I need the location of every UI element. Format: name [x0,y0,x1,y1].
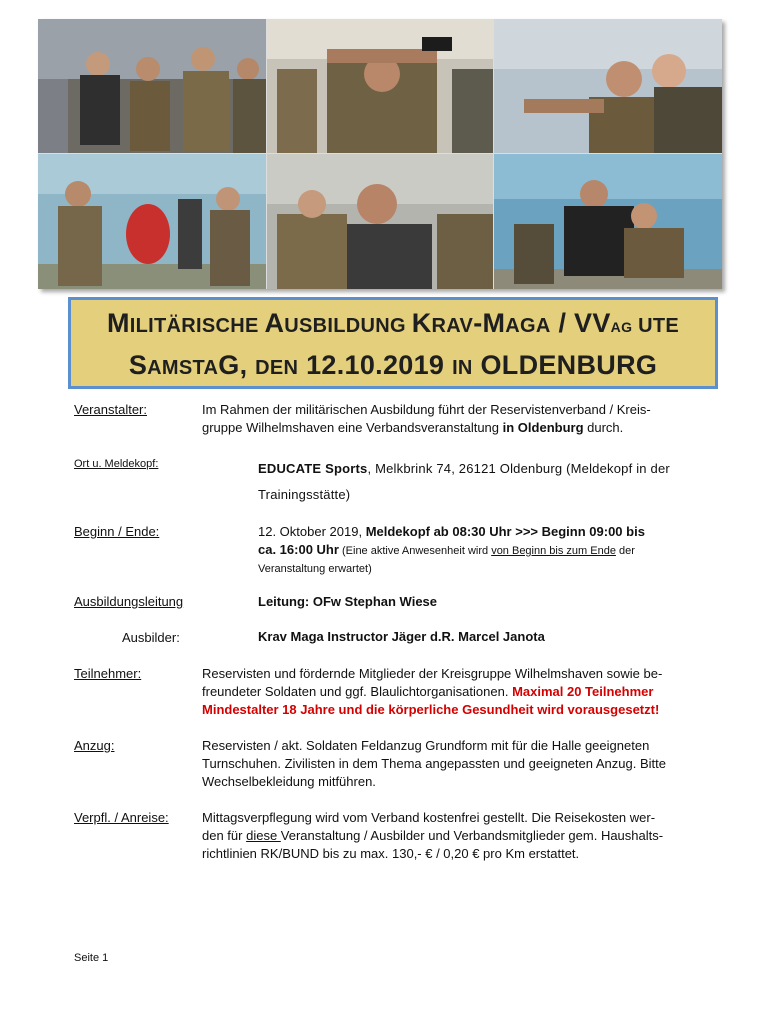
photo-collage [38,19,722,289]
page-number: Seite 1 [74,952,109,964]
photo-training-5 [267,154,493,289]
label-ausbildungsleitung: Ausbildungsleitung [74,594,184,609]
value-verpflegung-anreise: Mittagsverpflegung wird vom Verband kostenfrei gestellt. Die Reisekosten wer- den für diese Veranstaltung / Ausbilder und Verbandsmitglieder gem. Haushalts- richtlinien RK/BUND bis zu max. 130,- € / 0,20 € pro Km erstattet. [202,810,664,861]
title-banner [68,297,718,389]
label-ausbilder: Ausbilder: [122,630,180,645]
photo-training-4 [38,154,266,289]
photo-training-6 [494,154,722,289]
value-anzug: Reservisten / akt. Soldaten Feldanzug Grundform mit für die Halle geeigneten Turnschuhen. Zivilisten in dem Thema angepassten und geeigneten Anzug. Bitte Wechselbekleidung mitführen. [202,738,666,789]
banner-title-line2: SAMSTAG, DEN 12.10.2019 IN OLDENBURG [128,350,658,380]
label-verpflegung-anreise: Verpfl. / Anreise: [74,810,169,825]
label-veranstalter: Veranstalter: [74,402,147,417]
label-ort-meldekopf: Ort u. Meldekopf: [74,458,159,470]
value-ausbilder: Krav Maga Instructor Jäger d.R. Marcel Janota [258,629,545,644]
value-teilnehmer: Reservisten und fördernde Mitglieder der Kreisgruppe Wilhelmshaven sowie be- freundeter Soldaten und ggf. Blaulichtorganisationen. Maximal 20 Teilnehmer Mindestalter 18 Jahre und die körperliche Gesundheit wird vorausgesetzt! [202,666,663,717]
photo-training-1 [38,19,266,153]
photo-training-2 [267,19,493,153]
banner-title-line1: MILITÄRISCHE AUSBILDUNG KRAV-MAGA / VVAG UTE [106,308,680,338]
label-beginn-ende: Beginn / Ende: [74,524,160,539]
value-leitung: Leitung: OFw Stephan Wiese [258,594,438,609]
label-teilnehmer: Teilnehmer: [74,666,142,681]
value-ort-meldekopf: EDUCATE Sports, Melkbrink 74, 26121 Oldenburg (Meldekopf in der Trainingsstätte) [258,461,670,502]
label-anzug: Anzug: [74,738,115,753]
photo-training-3 [494,19,722,153]
value-veranstalter: Im Rahmen der militärischen Ausbildung führt der Reservistenverband / Kreis- gruppe Wilhelmshaven eine Verbandsveranstaltung in Oldenburg durch. [202,402,651,435]
value-beginn-ende: 12. Oktober 2019, Meldekopf ab 08:30 Uhr >>> Beginn 09:00 bis ca. 16:00 Uhr (Eine aktive Anwesenheit wird von Beginn bis zum Ende der Veranstaltung erwartet) [258,524,645,575]
